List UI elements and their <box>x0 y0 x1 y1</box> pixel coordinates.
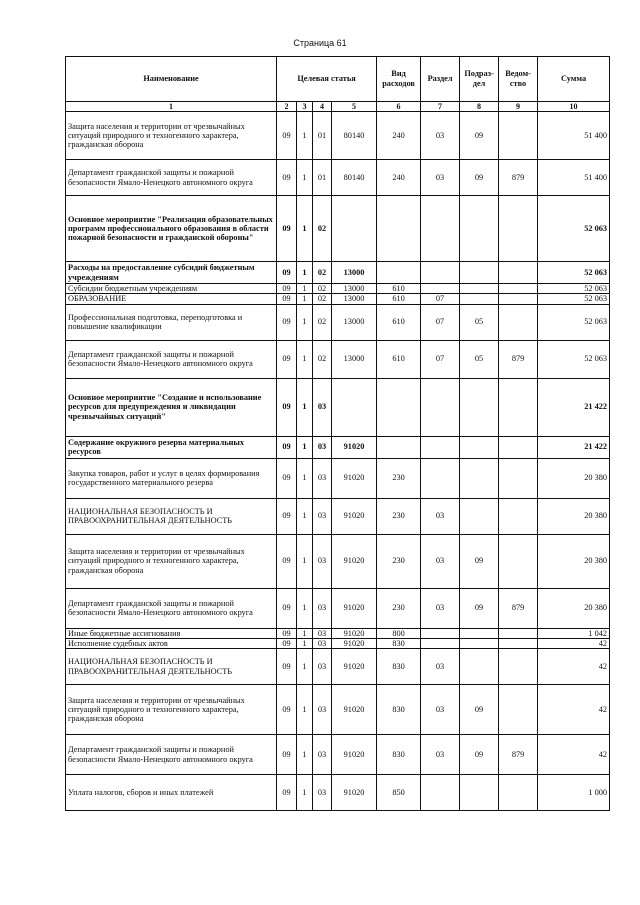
sum-cell: 52 063 <box>538 304 610 340</box>
department-cell <box>499 378 538 436</box>
target-part-1: 09 <box>277 588 297 628</box>
target-part-4: 91020 <box>332 685 377 735</box>
target-part-1: 09 <box>277 735 297 775</box>
department-cell <box>499 196 538 262</box>
table-row <box>66 304 610 340</box>
section-cell <box>421 775 460 811</box>
table-row <box>66 534 610 588</box>
target-part-4: 91020 <box>332 588 377 628</box>
target-part-3: 02 <box>313 304 332 340</box>
subsection-cell: 09 <box>460 735 499 775</box>
department-cell: 879 <box>499 160 538 196</box>
expense-type-cell: 830 <box>377 685 421 735</box>
row-name: Департамент гражданской защиты и пожарной безопасности Ямало-Ненецкого автономного округа <box>66 588 277 628</box>
section-cell: 07 <box>421 294 460 304</box>
target-part-2: 1 <box>297 340 313 378</box>
expense-type-cell: 850 <box>377 775 421 811</box>
expense-type-cell: 610 <box>377 340 421 378</box>
subsection-cell <box>460 196 499 262</box>
target-part-2: 1 <box>297 775 313 811</box>
expense-type-cell <box>377 436 421 458</box>
section-cell <box>421 196 460 262</box>
table-body <box>66 112 610 811</box>
target-part-2: 1 <box>297 588 313 628</box>
target-part-2: 1 <box>297 436 313 458</box>
row-name: Основное мероприятие "Создание и использование ресурсов для предупреждения и ликвидации чрезвычайных ситуаций" <box>66 378 277 436</box>
table-row <box>66 458 610 498</box>
expense-type-cell: 610 <box>377 294 421 304</box>
row-name: Защита населения и территории от чрезвычайных ситуаций природного и техногенного характера, гражданская оборона <box>66 685 277 735</box>
section-cell: 03 <box>421 112 460 160</box>
target-part-1: 09 <box>277 638 297 648</box>
sum-cell: 1 000 <box>538 775 610 811</box>
table-row <box>66 775 610 811</box>
row-name: Иные бюджетные ассигнования <box>66 628 277 638</box>
target-part-4: 80140 <box>332 112 377 160</box>
sum-cell: 51 400 <box>538 160 610 196</box>
sum-cell: 51 400 <box>538 112 610 160</box>
sum-cell: 20 380 <box>538 458 610 498</box>
target-part-4: 80140 <box>332 160 377 196</box>
sum-cell: 42 <box>538 649 610 685</box>
header-section: Раздел <box>421 57 460 102</box>
expense-type-cell <box>377 262 421 284</box>
target-part-3: 02 <box>313 340 332 378</box>
department-cell <box>499 284 538 294</box>
subsection-cell <box>460 284 499 294</box>
header-row <box>66 57 610 102</box>
table-row <box>66 340 610 378</box>
target-part-4: 91020 <box>332 534 377 588</box>
expense-type-cell: 240 <box>377 112 421 160</box>
section-cell <box>421 284 460 294</box>
table-row <box>66 436 610 458</box>
expense-type-cell: 830 <box>377 735 421 775</box>
subsection-cell <box>460 649 499 685</box>
column-number: 10 <box>538 102 610 112</box>
table-row <box>66 378 610 436</box>
row-name: Содержание окружного резерва материальных ресурсов <box>66 436 277 458</box>
table-row <box>66 284 610 294</box>
target-part-2: 1 <box>297 284 313 294</box>
sum-cell: 20 380 <box>538 498 610 534</box>
target-part-1: 09 <box>277 458 297 498</box>
target-part-3: 03 <box>313 436 332 458</box>
target-part-1: 09 <box>277 628 297 638</box>
target-part-3: 02 <box>313 262 332 284</box>
section-cell <box>421 628 460 638</box>
column-number: 5 <box>332 102 377 112</box>
subsection-cell <box>460 262 499 284</box>
column-number: 3 <box>297 102 313 112</box>
section-cell: 03 <box>421 649 460 685</box>
row-name: Департамент гражданской защиты и пожарной безопасности Ямало-Ненецкого автономного округа <box>66 160 277 196</box>
row-name: НАЦИОНАЛЬНАЯ БЕЗОПАСНОСТЬ И ПРАВООХРАНИТЕЛЬНАЯ ДЕЯТЕЛЬНОСТЬ <box>66 649 277 685</box>
table-row <box>66 196 610 262</box>
department-cell <box>499 534 538 588</box>
section-cell <box>421 638 460 648</box>
row-name: НАЦИОНАЛЬНАЯ БЕЗОПАСНОСТЬ И ПРАВООХРАНИТЕЛЬНАЯ ДЕЯТЕЛЬНОСТЬ <box>66 498 277 534</box>
target-part-1: 09 <box>277 685 297 735</box>
table-row <box>66 628 610 638</box>
header-target-article: Целевая статья <box>277 57 377 102</box>
subsection-cell <box>460 775 499 811</box>
subsection-cell: 09 <box>460 160 499 196</box>
column-number: 8 <box>460 102 499 112</box>
sum-cell: 52 063 <box>538 284 610 294</box>
department-cell <box>499 262 538 284</box>
section-cell <box>421 436 460 458</box>
target-part-1: 09 <box>277 649 297 685</box>
subsection-cell <box>460 458 499 498</box>
department-cell <box>499 458 538 498</box>
target-part-3: 03 <box>313 735 332 775</box>
department-cell <box>499 112 538 160</box>
row-name: ОБРАЗОВАНИЕ <box>66 294 277 304</box>
table-row <box>66 638 610 648</box>
department-cell <box>499 775 538 811</box>
target-part-4: 13000 <box>332 284 377 294</box>
target-part-1: 09 <box>277 160 297 196</box>
expense-type-cell: 830 <box>377 649 421 685</box>
section-cell: 07 <box>421 340 460 378</box>
expense-type-cell: 800 <box>377 628 421 638</box>
department-cell <box>499 294 538 304</box>
target-part-3: 01 <box>313 112 332 160</box>
section-cell: 03 <box>421 588 460 628</box>
row-name: Защита населения и территории от чрезвычайных ситуаций природного и техногенного характера, гражданская оборона <box>66 112 277 160</box>
department-cell: 879 <box>499 340 538 378</box>
target-part-1: 09 <box>277 284 297 294</box>
target-part-4: 13000 <box>332 294 377 304</box>
row-name: Департамент гражданской защиты и пожарной безопасности Ямало-Ненецкого автономного округа <box>66 340 277 378</box>
target-part-2: 1 <box>297 304 313 340</box>
section-cell: 03 <box>421 498 460 534</box>
department-cell <box>499 638 538 648</box>
target-part-3: 03 <box>313 378 332 436</box>
target-part-3: 03 <box>313 628 332 638</box>
target-part-3: 02 <box>313 294 332 304</box>
expense-type-cell: 230 <box>377 588 421 628</box>
table-row <box>66 294 610 304</box>
target-part-2: 1 <box>297 649 313 685</box>
target-part-1: 09 <box>277 112 297 160</box>
expense-type-cell: 610 <box>377 284 421 294</box>
target-part-3: 03 <box>313 534 332 588</box>
table-row <box>66 735 610 775</box>
section-cell: 07 <box>421 304 460 340</box>
sum-cell: 52 063 <box>538 196 610 262</box>
sum-cell: 52 063 <box>538 262 610 284</box>
target-part-4: 91020 <box>332 735 377 775</box>
column-number-row <box>66 102 610 112</box>
target-part-3: 03 <box>313 498 332 534</box>
column-number: 6 <box>377 102 421 112</box>
target-part-3: 03 <box>313 588 332 628</box>
target-part-4: 91020 <box>332 649 377 685</box>
section-cell <box>421 262 460 284</box>
sum-cell: 21 422 <box>538 378 610 436</box>
expense-type-cell: 240 <box>377 160 421 196</box>
header-subsection: Подраз-дел <box>460 57 499 102</box>
target-part-1: 09 <box>277 196 297 262</box>
row-name: Расходы на предоставление субсидий бюджетным учреждениям <box>66 262 277 284</box>
target-part-2: 1 <box>297 534 313 588</box>
target-part-1: 09 <box>277 436 297 458</box>
department-cell <box>499 628 538 638</box>
target-part-1: 09 <box>277 340 297 378</box>
section-cell <box>421 458 460 498</box>
row-name: Профессиональная подготовка, переподготовка и повышение квалификации <box>66 304 277 340</box>
subsection-cell: 09 <box>460 112 499 160</box>
target-part-1: 09 <box>277 498 297 534</box>
page-number: Страница 61 <box>293 38 347 48</box>
expense-type-cell: 230 <box>377 458 421 498</box>
column-number: 2 <box>277 102 297 112</box>
column-number: 1 <box>66 102 277 112</box>
table-row <box>66 498 610 534</box>
target-part-1: 09 <box>277 775 297 811</box>
header-department: Ведом-ство <box>499 57 538 102</box>
subsection-cell: 09 <box>460 588 499 628</box>
row-name: Закупка товаров, работ и услуг в целях формирования государственного материального резерва <box>66 458 277 498</box>
table-row <box>66 685 610 735</box>
expense-type-cell: 230 <box>377 534 421 588</box>
subsection-cell: 09 <box>460 534 499 588</box>
subsection-cell: 05 <box>460 340 499 378</box>
target-part-4: 91020 <box>332 628 377 638</box>
sum-cell: 42 <box>538 685 610 735</box>
subsection-cell: 09 <box>460 685 499 735</box>
target-part-2: 1 <box>297 294 313 304</box>
sum-cell: 20 380 <box>538 534 610 588</box>
row-name: Основное мероприятие "Реализация образовательных программ профессионального образования в области пожарной безопасности и гражданской обороны" <box>66 196 277 262</box>
sum-cell: 52 063 <box>538 340 610 378</box>
target-part-4: 13000 <box>332 262 377 284</box>
target-part-2: 1 <box>297 112 313 160</box>
subsection-cell <box>460 294 499 304</box>
target-part-1: 09 <box>277 294 297 304</box>
department-cell <box>499 304 538 340</box>
sum-cell: 1 042 <box>538 628 610 638</box>
department-cell <box>499 498 538 534</box>
department-cell <box>499 436 538 458</box>
target-part-4: 91020 <box>332 775 377 811</box>
column-number: 7 <box>421 102 460 112</box>
sum-cell: 52 063 <box>538 294 610 304</box>
section-cell: 03 <box>421 735 460 775</box>
target-part-3: 03 <box>313 775 332 811</box>
section-cell <box>421 378 460 436</box>
department-cell <box>499 685 538 735</box>
row-name: Защита населения и территории от чрезвычайных ситуаций природного и техногенного характера, гражданская оборона <box>66 534 277 588</box>
section-cell: 03 <box>421 160 460 196</box>
target-part-3: 03 <box>313 458 332 498</box>
target-part-3: 03 <box>313 685 332 735</box>
header-name: Наименование <box>66 57 277 102</box>
target-part-2: 1 <box>297 196 313 262</box>
target-part-4 <box>332 378 377 436</box>
subsection-cell <box>460 436 499 458</box>
column-number: 4 <box>313 102 332 112</box>
target-part-4: 91020 <box>332 436 377 458</box>
target-part-1: 09 <box>277 262 297 284</box>
header-sum: Сумма <box>538 57 610 102</box>
target-part-3: 03 <box>313 649 332 685</box>
target-part-2: 1 <box>297 262 313 284</box>
expense-type-cell: 830 <box>377 638 421 648</box>
table-row <box>66 112 610 160</box>
subsection-cell <box>460 498 499 534</box>
department-cell: 879 <box>499 735 538 775</box>
column-number: 9 <box>499 102 538 112</box>
expense-type-cell <box>377 196 421 262</box>
table-row <box>66 262 610 284</box>
expense-type-cell: 610 <box>377 304 421 340</box>
sum-cell: 20 380 <box>538 588 610 628</box>
target-part-3: 01 <box>313 160 332 196</box>
table-row <box>66 160 610 196</box>
section-cell: 03 <box>421 685 460 735</box>
target-part-4: 91020 <box>332 638 377 648</box>
subsection-cell <box>460 628 499 638</box>
target-part-2: 1 <box>297 685 313 735</box>
target-part-4: 13000 <box>332 340 377 378</box>
target-part-2: 1 <box>297 378 313 436</box>
section-cell: 03 <box>421 534 460 588</box>
department-cell <box>499 649 538 685</box>
row-name: Уплата налогов, сборов и иных платежей <box>66 775 277 811</box>
target-part-4: 91020 <box>332 458 377 498</box>
target-part-2: 1 <box>297 160 313 196</box>
target-part-3: 02 <box>313 196 332 262</box>
target-part-1: 09 <box>277 378 297 436</box>
target-part-2: 1 <box>297 638 313 648</box>
target-part-4: 13000 <box>332 304 377 340</box>
row-name: Исполнение судебных актов <box>66 638 277 648</box>
subsection-cell <box>460 378 499 436</box>
target-part-1: 09 <box>277 534 297 588</box>
target-part-2: 1 <box>297 498 313 534</box>
target-part-4: 91020 <box>332 498 377 534</box>
table-row <box>66 649 610 685</box>
sum-cell: 42 <box>538 638 610 648</box>
target-part-3: 03 <box>313 638 332 648</box>
department-cell: 879 <box>499 588 538 628</box>
target-part-2: 1 <box>297 458 313 498</box>
row-name: Субсидии бюджетным учреждениям <box>66 284 277 294</box>
expense-type-cell <box>377 378 421 436</box>
target-part-1: 09 <box>277 304 297 340</box>
row-name: Департамент гражданской защиты и пожарной безопасности Ямало-Ненецкого автономного округа <box>66 735 277 775</box>
sum-cell: 21 422 <box>538 436 610 458</box>
target-part-2: 1 <box>297 628 313 638</box>
target-part-4 <box>332 196 377 262</box>
target-part-3: 02 <box>313 284 332 294</box>
budget-table <box>65 56 610 811</box>
subsection-cell <box>460 638 499 648</box>
target-part-2: 1 <box>297 735 313 775</box>
subsection-cell: 05 <box>460 304 499 340</box>
header-expense-type: Вид расходов <box>377 57 421 102</box>
expense-type-cell: 230 <box>377 498 421 534</box>
sum-cell: 42 <box>538 735 610 775</box>
table-row <box>66 588 610 628</box>
